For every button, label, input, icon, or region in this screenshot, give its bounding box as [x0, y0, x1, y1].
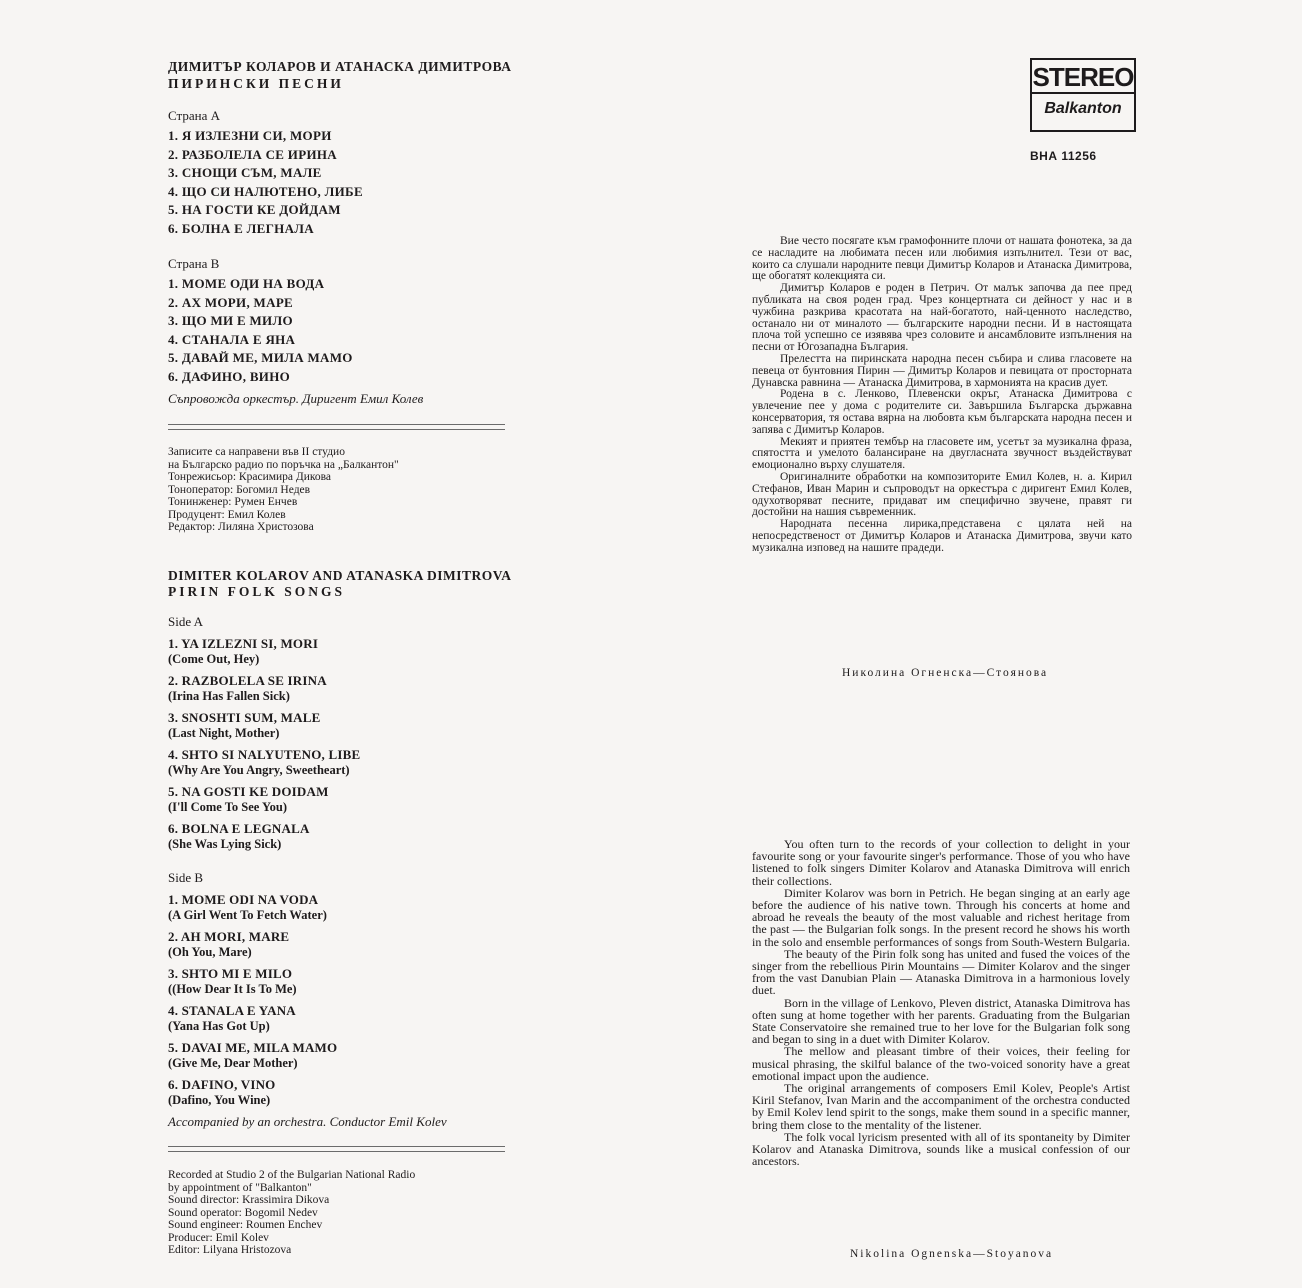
credit-line: Sound director: Krassimira Dikova — [168, 1194, 330, 1206]
track-title: 2. RAZBOLELA SE IRINA — [168, 673, 327, 688]
track-title: 3. SNOSHTI SUM, MALE — [168, 710, 321, 725]
track-item: 6. БОЛНА Е ЛЕГНАЛА — [168, 220, 314, 236]
track-item: 2. АХ МОРИ, МАРЕ — [168, 294, 294, 310]
notes-paragraph: The original arrangements of composers Emil Kolev, People's Artist Kiril Stefanov, Ivan Marin and the accompaniment of the orchestra conducted by Emil Kolev lend spirit to the songs, make them sound in a specific manner, bring them close to the mentality of the listener. — [752, 1081, 1130, 1132]
bg-signature: Николина Огненска—Стоянова — [842, 667, 1049, 679]
track-item: 1. МОМЕ ОДИ НА ВОДА — [168, 276, 325, 291]
track-translation: (Oh You, Mare) — [168, 944, 252, 959]
track-item: 3. ЩО МИ Е МИЛО — [168, 313, 293, 328]
track-item: 2. РАЗБОЛЕЛА СЕ ИРИНА — [168, 146, 337, 162]
credit-line: Редактор: Лиляна Христозова — [168, 521, 314, 533]
track-title: 2. AH MORI, MARE — [168, 929, 290, 944]
list-item — [168, 892, 337, 923]
track-item: 5. НА ГОСТИ КЕ ДОЙДАМ — [168, 202, 341, 217]
bg-side-b-label: Страна В — [168, 256, 220, 271]
en-artist: DIMITER KOLAROV AND ATANASKA DIMITROVA — [168, 568, 512, 583]
list-item — [168, 966, 337, 997]
track-title: 6. BOLNA E LEGNALA — [168, 821, 310, 836]
en-signature: Nikolina Ognenska—Stoyanova — [850, 1248, 1054, 1260]
track-title: 4. STANALA E YANA — [168, 1003, 296, 1018]
track-translation: ((How Dear It Is To Me) — [168, 981, 297, 996]
list-item — [168, 821, 360, 852]
credit-line: Тонрежисьор: Красимира Дикова — [168, 471, 332, 483]
en-credits — [168, 1169, 415, 1257]
credit-line: by appointment of "Balkanton" — [168, 1181, 312, 1194]
notes-paragraph: Димитър Коларов е роден в Петрич. От малък започва да пее пред публиката на своя роден град. Чрез концертната си дейност у нас и в чужбина разкрива красотата на най-богатото, най-ценното наследство, останало ни от миналото — българските народни песни. И в настоящата плоча той успешно се изявява чрез соловите и ансамбловите изпълнения на песни от Югозападна България. — [752, 282, 1132, 354]
notes-paragraph: The beauty of the Pirin folk song has united and fused the voices of the singer from the rebellious Pirin Mountains — Dimiter Kolarov and the singer from the vast Danubian Plain — Atanaska Dimitrova in a harmonious lovely duet. — [752, 946, 1130, 998]
notes-paragraph: The folk vocal lyricism presented with all of its spontaneity by Dimiter Kolarov and Atanaska Dimitrova, sounds like a musical confession of our ancestors. — [752, 1129, 1130, 1169]
en-accompaniment: Accompanied by an orchestra. Conductor Emil Kolev — [168, 1114, 447, 1129]
credit-line: Sound engineer: Roumen Enchev — [168, 1219, 323, 1231]
bg-side-a-list — [168, 127, 363, 238]
track-translation: (Come Out, Hey) — [168, 651, 260, 666]
track-translation: (Yana Has Got Up) — [168, 1018, 270, 1033]
track-title: 6. DAFINO, VINO — [168, 1077, 276, 1092]
stereo-balkanton-logo — [1030, 58, 1136, 132]
list-item — [168, 784, 360, 815]
track-translation: (Last Night, Mother) — [168, 725, 280, 740]
track-title: 5. DAVAI ME, MILA MAMO — [168, 1040, 338, 1055]
bg-side-b-list — [168, 275, 353, 386]
list-item — [168, 673, 360, 704]
en-side-b-label: Side B — [168, 870, 204, 885]
track-translation: (I'll Come To See You) — [168, 799, 287, 814]
bg-album-title: ПИРИНСКИ ПЕСНИ — [168, 76, 344, 91]
bg-accompaniment: Съпровожда оркестър. Диригент Емил Колев — [168, 391, 424, 406]
divider-rule — [168, 1146, 505, 1152]
track-title: 4. SHTO SI NALYUTENO, LIBE — [168, 747, 361, 762]
credit-line: Sound operator: Bogomil Nedev — [168, 1206, 318, 1219]
en-side-b-list — [168, 892, 337, 1114]
bg-artist: ДИМИТЪР КОЛАРОВ И АТАНАСКА ДИМИТРОВА — [168, 59, 512, 74]
notes-paragraph: Оригиналните обработки на композиторите Емил Колев, н. а. Кирил Стефанов, Иван Марин и съпроводът на оркестъра с диригент Емил Колев, одухотворяват песните, придават им специфично звучене, правят ги достойни на нашия съвременник. — [752, 470, 1132, 519]
track-translation: (Dafino, You Wine) — [168, 1092, 271, 1107]
bg-credits — [168, 446, 399, 534]
track-item: 3. СНОЩИ СЪМ, МАЛЕ — [168, 165, 322, 180]
list-item — [168, 1077, 337, 1108]
track-title: 3. SHTO MI E MILO — [168, 966, 293, 981]
notes-paragraph: Вие често посягате към грамофонните плочи от нашата фонотека, за да се насладите на любимата песен или любимия изпълнител. Тези от вас, които са слушали народните певци Димитър Коларов и Атанаска Димитрова, ще обогатят колекцията си. — [752, 235, 1132, 283]
credit-line: Producer: Emil Kolev — [168, 1231, 269, 1244]
notes-paragraph: The mellow and pleasant timbre of their voices, their feeling for musical phrasing, the skilful balance of the two-voiced sonority have a great emotional impact upon the audience. — [752, 1044, 1130, 1083]
track-translation: (Irina Has Fallen Sick) — [168, 688, 290, 703]
track-translation: (Give Me, Dear Mother) — [168, 1055, 298, 1070]
track-title: 5. NA GOSTI KE DOIDAM — [168, 784, 329, 799]
track-item: 4. СТАНАЛА Е ЯНА — [168, 331, 296, 347]
track-item: 4. ЩО СИ НАЛЮТЕНО, ЛИБЕ — [168, 183, 363, 199]
notes-paragraph: Dimiter Kolarov was born in Petrich. He began singing at an early age before the audience of his native town. Through his concerts at home and abroad he reveals the beauty of the most valuable and richest heritage from the past — the Bulgarian folk songs. In the present record he shows his worth in the solo and ensemble performances of songs from South-Western Bulgaria. — [752, 885, 1130, 949]
credit-line: на Българско радио по поръчка на „Балкантон" — [168, 458, 399, 471]
notes-paragraph: Народната песенна лирика,представена с цялата ней на непосредственост от Димитър Коларов и Атанаска Димитрова, звучи като музикална изповед на нашите прадеди. — [752, 518, 1132, 554]
notes-paragraph: You often turn to the records of your collection to delight in your favourite song or your favourite singer's performance. Those of you who have listened to folk singers Dimiter Kolarov and Atanaska Dimitrova will enrich their collections. — [752, 837, 1130, 888]
track-title: 1. MOME ODI NA VODA — [168, 892, 319, 907]
notes-paragraph: Мекият и приятен тембър на гласовете им, усетът за музикална фраза, спятостта и умелото балансиране на двугласната звучност въздействуват емоционално върху слушателя. — [752, 435, 1132, 472]
track-translation: (Why Are You Angry, Sweetheart) — [168, 762, 350, 777]
track-item: 5. ДАВАЙ МЕ, МИЛА МАМО — [168, 350, 353, 365]
credit-line: Продуцент: Емил Колев — [168, 508, 286, 521]
track-item: 1. Я ИЗЛЕЗНИ СИ, МОРИ — [168, 128, 332, 143]
list-item — [168, 747, 360, 778]
notes-paragraph: Прелестта на пиринската народна песен събира и слива гласовете на певеца от бунтовния Пирин — Димитър Коларов и певицата от просторната Дунавска равнина — Атанаска Димитрова, в хармонията на красив дует. — [752, 352, 1132, 389]
bg-side-a-label: Страна А — [168, 108, 220, 123]
credit-line: Тонинженер: Румен Енчев — [168, 496, 298, 508]
bg-liner-notes — [752, 236, 1132, 555]
en-side-a-label: Side A — [168, 614, 204, 629]
credit-line: Recorded at Studio 2 of the Bulgarian National Radio — [168, 1169, 416, 1181]
credit-line: Тоноператор: Богомил Недев — [168, 483, 311, 496]
balkanton-logo-text: Balkanton — [1032, 92, 1134, 124]
credit-line: Записите са направени във II студио — [168, 446, 345, 458]
divider-rule — [168, 424, 505, 430]
track-title: 1. YA IZLEZNI SI, MORI — [168, 636, 319, 651]
list-item — [168, 1003, 337, 1034]
track-translation: (She Was Lying Sick) — [168, 836, 282, 851]
list-item — [168, 710, 360, 741]
track-item: 6. ДАФИНО, ВИНО — [168, 368, 291, 384]
en-side-a-list — [168, 636, 360, 858]
list-item — [168, 929, 337, 960]
catalog-number: ВНА 11256 — [1030, 149, 1097, 163]
notes-paragraph: Родена в с. Ленково, Плевенски окръг, Атанаска Димитрова с увлечение пее у дома с родителите си. Завършила Българска държавна консерватория, тя остава вярна на любовта към българската народна песен и запява с Димитър Коларов. — [752, 388, 1132, 436]
en-album-title: PIRIN FOLK SONGS — [168, 584, 346, 599]
en-liner-notes — [752, 838, 1130, 1167]
notes-paragraph: Born in the village of Lenkovo, Pleven district, Atanaska Dimitrova has often sung at home together with her parents. Graduating from the Bulgarian State Conservatoire she remained true to her love for the Bulgarian folk song and began to sing in a duet with Dimiter Kolarov. — [752, 995, 1130, 1047]
list-item — [168, 636, 360, 667]
track-translation: (A Girl Went To Fetch Water) — [168, 907, 327, 922]
credit-line: Editor: Lilyana Hristozova — [168, 1244, 292, 1256]
list-item — [168, 1040, 337, 1071]
stereo-logo-text: STEREO — [1032, 62, 1134, 92]
